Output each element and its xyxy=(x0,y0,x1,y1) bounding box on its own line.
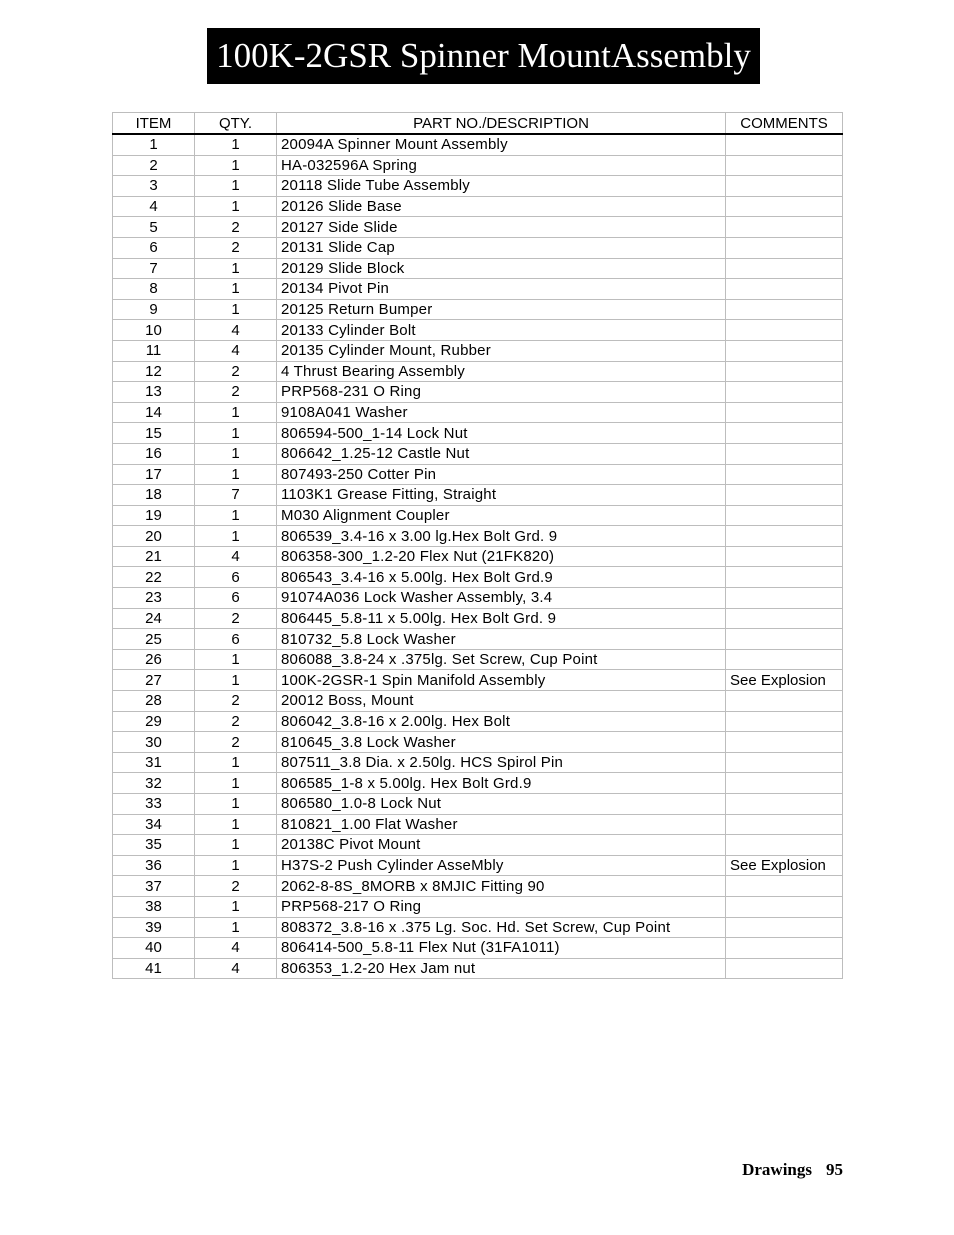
comments-cell xyxy=(726,938,843,959)
description-cell: 810645_3.8 Lock Washer xyxy=(277,732,726,753)
item-cell: 40 xyxy=(113,938,195,959)
comments-cell xyxy=(726,876,843,897)
table-row xyxy=(113,752,843,773)
comments-cell xyxy=(726,691,843,712)
table-row xyxy=(113,896,843,917)
table-row xyxy=(113,711,843,732)
qty-cell: 1 xyxy=(195,402,277,423)
comments-cell xyxy=(726,320,843,341)
item-cell: 3 xyxy=(113,176,195,197)
qty-cell: 1 xyxy=(195,299,277,320)
qty-cell: 7 xyxy=(195,485,277,506)
description-cell: 20135 Cylinder Mount, Rubber xyxy=(277,340,726,361)
comments-cell xyxy=(726,176,843,197)
comments-cell xyxy=(726,546,843,567)
description-cell: 20012 Boss, Mount xyxy=(277,691,726,712)
comments-cell xyxy=(726,382,843,403)
description-cell: 806445_5.8-11 x 5.00lg. Hex Bolt Grd. 9 xyxy=(277,608,726,629)
description-cell: H37S-2 Push Cylinder AsseMbly xyxy=(277,855,726,876)
description-cell: 806414-500_5.8-11 Flex Nut (31FA1011) xyxy=(277,938,726,959)
comments-cell: See Explosion xyxy=(726,855,843,876)
description-cell: 806358-300_1.2-20 Flex Nut (21FK820) xyxy=(277,546,726,567)
item-cell: 27 xyxy=(113,670,195,691)
comments-cell xyxy=(726,814,843,835)
item-cell: 19 xyxy=(113,505,195,526)
description-cell: 806353_1.2-20 Hex Jam nut xyxy=(277,958,726,979)
item-cell: 13 xyxy=(113,382,195,403)
table-row xyxy=(113,196,843,217)
description-cell: M030 Alignment Coupler xyxy=(277,505,726,526)
qty-cell: 1 xyxy=(195,176,277,197)
item-cell: 41 xyxy=(113,958,195,979)
table-row xyxy=(113,423,843,444)
table-row xyxy=(113,649,843,670)
comments-cell xyxy=(726,752,843,773)
comments-cell xyxy=(726,464,843,485)
item-cell: 35 xyxy=(113,835,195,856)
item-cell: 5 xyxy=(113,217,195,238)
qty-cell: 1 xyxy=(195,794,277,815)
qty-cell: 6 xyxy=(195,629,277,650)
qty-cell: 1 xyxy=(195,505,277,526)
table-row xyxy=(113,217,843,238)
column-header-comments: COMMENTS xyxy=(726,113,843,135)
page-title: 100K-2GSR Spinner MountAssembly xyxy=(207,28,760,84)
qty-cell: 2 xyxy=(195,382,277,403)
table-row xyxy=(113,361,843,382)
qty-cell: 2 xyxy=(195,876,277,897)
comments-cell xyxy=(726,196,843,217)
item-cell: 2 xyxy=(113,155,195,176)
comments-cell xyxy=(726,526,843,547)
item-cell: 15 xyxy=(113,423,195,444)
qty-cell: 2 xyxy=(195,711,277,732)
qty-cell: 1 xyxy=(195,835,277,856)
qty-cell: 4 xyxy=(195,340,277,361)
qty-cell: 1 xyxy=(195,526,277,547)
item-cell: 14 xyxy=(113,402,195,423)
qty-cell: 1 xyxy=(195,443,277,464)
description-cell: 807493-250 Cotter Pin xyxy=(277,464,726,485)
page-footer xyxy=(742,1160,843,1180)
item-cell: 12 xyxy=(113,361,195,382)
comments-cell xyxy=(726,258,843,279)
qty-cell: 6 xyxy=(195,567,277,588)
qty-cell: 1 xyxy=(195,855,277,876)
item-cell: 38 xyxy=(113,896,195,917)
description-cell: 808372_3.8-16 x .375 Lg. Soc. Hd. Set Screw, Cup Point xyxy=(277,917,726,938)
description-cell: 20125 Return Bumper xyxy=(277,299,726,320)
description-cell: 806539_3.4-16 x 3.00 lg.Hex Bolt Grd. 9 xyxy=(277,526,726,547)
comments-cell xyxy=(726,299,843,320)
comments-cell xyxy=(726,835,843,856)
table-header-row xyxy=(113,113,843,135)
parts-table-body xyxy=(113,134,843,979)
comments-cell xyxy=(726,711,843,732)
table-row xyxy=(113,485,843,506)
item-cell: 8 xyxy=(113,279,195,300)
qty-cell: 1 xyxy=(195,649,277,670)
item-cell: 17 xyxy=(113,464,195,485)
description-cell: 20131 Slide Cap xyxy=(277,237,726,258)
qty-cell: 4 xyxy=(195,320,277,341)
comments-cell xyxy=(726,567,843,588)
qty-cell: 1 xyxy=(195,917,277,938)
description-cell: 806088_3.8-24 x .375lg. Set Screw, Cup Point xyxy=(277,649,726,670)
comments-cell xyxy=(726,505,843,526)
table-row xyxy=(113,588,843,609)
qty-cell: 1 xyxy=(195,670,277,691)
item-cell: 26 xyxy=(113,649,195,670)
table-row xyxy=(113,546,843,567)
item-cell: 11 xyxy=(113,340,195,361)
table-row xyxy=(113,176,843,197)
comments-cell xyxy=(726,732,843,753)
description-cell: 20129 Slide Block xyxy=(277,258,726,279)
description-cell: 806594-500_1-14 Lock Nut xyxy=(277,423,726,444)
item-cell: 32 xyxy=(113,773,195,794)
comments-cell xyxy=(726,361,843,382)
table-row xyxy=(113,505,843,526)
qty-cell: 6 xyxy=(195,588,277,609)
table-row xyxy=(113,814,843,835)
comments-cell xyxy=(726,134,843,155)
comments-cell xyxy=(726,279,843,300)
qty-cell: 1 xyxy=(195,258,277,279)
table-row xyxy=(113,958,843,979)
footer-page-number: 95 xyxy=(826,1160,843,1179)
table-row xyxy=(113,340,843,361)
comments-cell xyxy=(726,155,843,176)
description-cell: 1103K1 Grease Fitting, Straight xyxy=(277,485,726,506)
item-cell: 6 xyxy=(113,237,195,258)
item-cell: 33 xyxy=(113,794,195,815)
qty-cell: 1 xyxy=(195,155,277,176)
qty-cell: 2 xyxy=(195,217,277,238)
comments-cell xyxy=(726,629,843,650)
table-row xyxy=(113,567,843,588)
table-row xyxy=(113,917,843,938)
qty-cell: 1 xyxy=(195,196,277,217)
table-row xyxy=(113,382,843,403)
comments-cell xyxy=(726,649,843,670)
item-cell: 34 xyxy=(113,814,195,835)
description-cell: 806585_1-8 x 5.00lg. Hex Bolt Grd.9 xyxy=(277,773,726,794)
parts-table xyxy=(112,112,843,979)
qty-cell: 1 xyxy=(195,896,277,917)
item-cell: 29 xyxy=(113,711,195,732)
item-cell: 1 xyxy=(113,134,195,155)
description-cell: PRP568-217 O Ring xyxy=(277,896,726,917)
qty-cell: 2 xyxy=(195,732,277,753)
comments-cell xyxy=(726,423,843,444)
description-cell: 4 Thrust Bearing Assembly xyxy=(277,361,726,382)
description-cell: 20134 Pivot Pin xyxy=(277,279,726,300)
table-row xyxy=(113,258,843,279)
table-row xyxy=(113,443,843,464)
table-row xyxy=(113,732,843,753)
description-cell: 806580_1.0-8 Lock Nut xyxy=(277,794,726,815)
table-row xyxy=(113,608,843,629)
item-cell: 37 xyxy=(113,876,195,897)
item-cell: 9 xyxy=(113,299,195,320)
table-row xyxy=(113,773,843,794)
item-cell: 31 xyxy=(113,752,195,773)
item-cell: 28 xyxy=(113,691,195,712)
description-cell: 2062-8-8S_8MORB x 8MJIC Fitting 90 xyxy=(277,876,726,897)
item-cell: 39 xyxy=(113,917,195,938)
item-cell: 30 xyxy=(113,732,195,753)
table-row xyxy=(113,134,843,155)
item-cell: 36 xyxy=(113,855,195,876)
comments-cell xyxy=(726,237,843,258)
qty-cell: 1 xyxy=(195,464,277,485)
table-row xyxy=(113,155,843,176)
item-cell: 20 xyxy=(113,526,195,547)
table-row xyxy=(113,299,843,320)
qty-cell: 2 xyxy=(195,608,277,629)
table-row xyxy=(113,320,843,341)
item-cell: 7 xyxy=(113,258,195,279)
item-cell: 23 xyxy=(113,588,195,609)
description-cell: 20118 Slide Tube Assembly xyxy=(277,176,726,197)
comments-cell xyxy=(726,917,843,938)
description-cell: 807511_3.8 Dia. x 2.50lg. HCS Spirol Pin xyxy=(277,752,726,773)
comments-cell xyxy=(726,402,843,423)
description-cell: 20138C Pivot Mount xyxy=(277,835,726,856)
description-cell: 20094A Spinner Mount Assembly xyxy=(277,134,726,155)
comments-cell xyxy=(726,340,843,361)
qty-cell: 4 xyxy=(195,938,277,959)
comments-cell xyxy=(726,443,843,464)
qty-cell: 1 xyxy=(195,773,277,794)
table-row xyxy=(113,402,843,423)
column-header-description: PART NO./DESCRIPTION xyxy=(277,113,726,135)
comments-cell xyxy=(726,217,843,238)
description-cell: 806042_3.8-16 x 2.00lg. Hex Bolt xyxy=(277,711,726,732)
qty-cell: 2 xyxy=(195,361,277,382)
column-header-qty: QTY. xyxy=(195,113,277,135)
description-cell: 810821_1.00 Flat Washer xyxy=(277,814,726,835)
comments-cell xyxy=(726,608,843,629)
qty-cell: 1 xyxy=(195,279,277,300)
description-cell: 810732_5.8 Lock Washer xyxy=(277,629,726,650)
qty-cell: 1 xyxy=(195,423,277,444)
qty-cell: 1 xyxy=(195,752,277,773)
description-cell: 9108A041 Washer xyxy=(277,402,726,423)
table-row xyxy=(113,794,843,815)
comments-cell xyxy=(726,794,843,815)
item-cell: 4 xyxy=(113,196,195,217)
table-row xyxy=(113,670,843,691)
description-cell: 91074A036 Lock Washer Assembly, 3.4 xyxy=(277,588,726,609)
comments-cell xyxy=(726,485,843,506)
table-row xyxy=(113,835,843,856)
comments-cell xyxy=(726,958,843,979)
comments-cell xyxy=(726,773,843,794)
qty-cell: 2 xyxy=(195,237,277,258)
comments-cell: See Explosion xyxy=(726,670,843,691)
footer-section-label: Drawings xyxy=(742,1160,812,1179)
description-cell: 20127 Side Slide xyxy=(277,217,726,238)
description-cell: PRP568-231 O Ring xyxy=(277,382,726,403)
table-row xyxy=(113,876,843,897)
qty-cell: 1 xyxy=(195,134,277,155)
table-row xyxy=(113,279,843,300)
item-cell: 16 xyxy=(113,443,195,464)
qty-cell: 4 xyxy=(195,546,277,567)
column-header-item: ITEM xyxy=(113,113,195,135)
table-row xyxy=(113,938,843,959)
description-cell: 20133 Cylinder Bolt xyxy=(277,320,726,341)
table-row xyxy=(113,691,843,712)
description-cell: 20126 Slide Base xyxy=(277,196,726,217)
table-row xyxy=(113,526,843,547)
item-cell: 21 xyxy=(113,546,195,567)
qty-cell: 4 xyxy=(195,958,277,979)
item-cell: 22 xyxy=(113,567,195,588)
item-cell: 24 xyxy=(113,608,195,629)
qty-cell: 1 xyxy=(195,814,277,835)
comments-cell xyxy=(726,896,843,917)
description-cell: 100K-2GSR-1 Spin Manifold Assembly xyxy=(277,670,726,691)
item-cell: 18 xyxy=(113,485,195,506)
qty-cell: 2 xyxy=(195,691,277,712)
item-cell: 25 xyxy=(113,629,195,650)
table-row xyxy=(113,464,843,485)
description-cell: 806543_3.4-16 x 5.00lg. Hex Bolt Grd.9 xyxy=(277,567,726,588)
table-row xyxy=(113,237,843,258)
table-row xyxy=(113,629,843,650)
table-row xyxy=(113,855,843,876)
description-cell: 806642_1.25-12 Castle Nut xyxy=(277,443,726,464)
item-cell: 10 xyxy=(113,320,195,341)
comments-cell xyxy=(726,588,843,609)
description-cell: HA-032596A Spring xyxy=(277,155,726,176)
